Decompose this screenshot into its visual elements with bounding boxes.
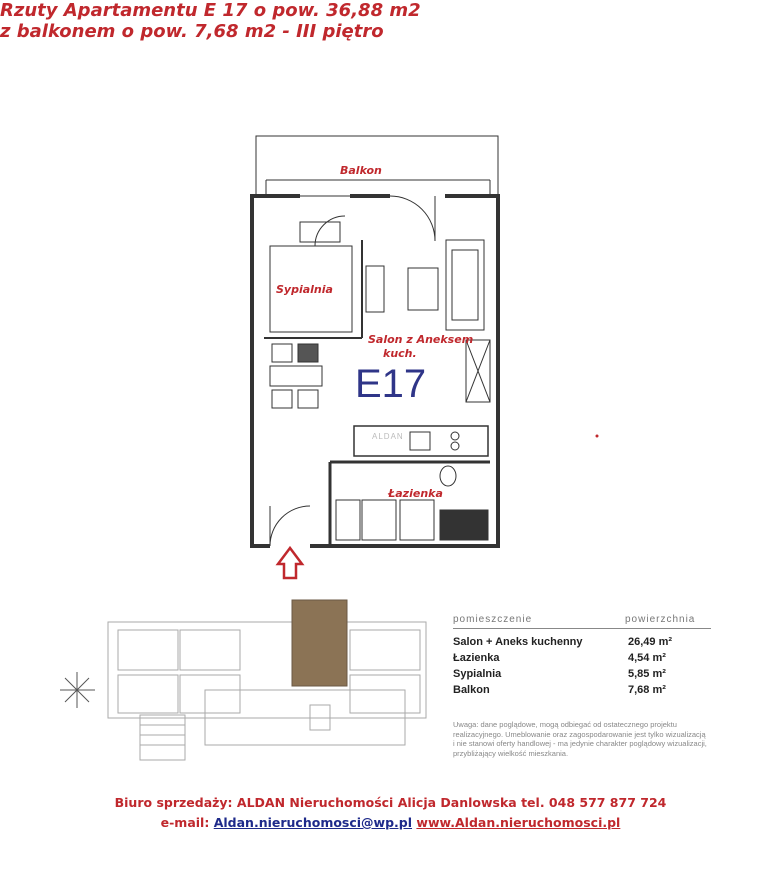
room-label-balkon: Balkon xyxy=(340,164,382,177)
table-row xyxy=(453,668,666,680)
plan-watermark: ALDAN xyxy=(372,432,404,441)
toilet xyxy=(440,466,456,486)
building-key-plan xyxy=(60,600,426,760)
row-area: 5,85 m² xyxy=(628,668,666,680)
highlighted-apartment xyxy=(292,600,347,686)
footer-sales-office: Biuro sprzedaży: ALDAN Nieruchomości Alicja Danlowska tel. 048 577 877 724 xyxy=(114,795,667,810)
room-label-lazienka: Łazienka xyxy=(388,487,443,500)
table-row xyxy=(453,652,666,664)
table-row xyxy=(453,684,666,696)
row-room: Balkon xyxy=(453,684,490,696)
website-link[interactable]: www.Aldan.nieruchomosci.pl xyxy=(416,815,621,830)
row-room: Sypialnia xyxy=(453,668,502,680)
table-row xyxy=(453,636,673,648)
row-area: 26,49 m² xyxy=(628,636,673,648)
plan-subtitle: z balkonem o pow. 7,68 m2 - III piętro xyxy=(0,21,384,42)
entrance-arrow xyxy=(278,548,302,578)
coffee-table xyxy=(408,268,438,310)
email-label: e-mail: xyxy=(160,815,210,830)
room-label-sypialnia: Sypialnia xyxy=(276,283,333,296)
disclaimer-note: Uwaga: dane poglądowe, mogą odbiegać od ostatecznego projektu realizacyjnego. Umeblowanie oraz zagospodarowanie jest tylko wizualizacją i nie stanowi oferty handlowej - ma jedynie charakter poglądowy wizualizacji, przybliżający wielkość mieszkania. xyxy=(453,720,707,758)
kitchen-counter xyxy=(354,426,488,456)
room-label-salon-line2: kuch. xyxy=(383,347,417,360)
apartment-floor-plan xyxy=(252,136,599,578)
table-header-area: powierzchnia xyxy=(625,614,696,625)
plan-title: Rzuty Apartamentu E 17 o pow. 36,88 m2 xyxy=(0,0,421,21)
footer-contact xyxy=(0,815,781,830)
email-link[interactable]: Aldan.nieruchomosci@wp.pl xyxy=(213,815,413,830)
apartment-code: E17 xyxy=(355,362,427,406)
row-room: Łazienka xyxy=(453,652,500,664)
shower xyxy=(440,510,488,540)
table-header-room: pomieszczenie xyxy=(453,614,533,625)
row-area: 4,54 m² xyxy=(628,652,666,664)
row-area: 7,68 m² xyxy=(628,684,666,696)
room-label-salon-line1: Salon z Aneksem xyxy=(368,333,474,346)
row-room: Salon + Aneks kuchenny xyxy=(453,636,583,648)
table-divider xyxy=(453,628,711,629)
